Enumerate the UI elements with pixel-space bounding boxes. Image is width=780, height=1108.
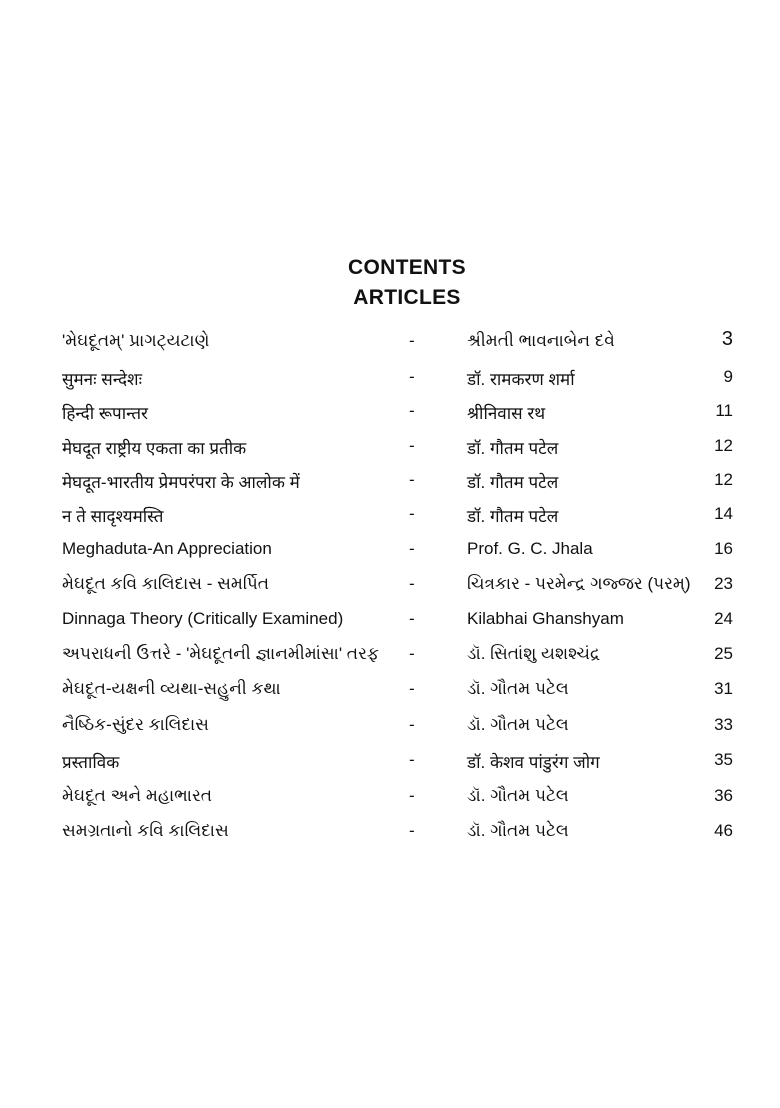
toc-entry (0, 367, 780, 397)
toc-entry (0, 715, 780, 745)
entry-title: हिन्दी रूपान्तर (62, 404, 148, 423)
entry-page-number: 46 (714, 821, 733, 840)
entry-page-number: 11 (715, 401, 733, 420)
entry-author: डॉ. गौतम पटेल (467, 439, 559, 458)
entry-page-number: 12 (714, 470, 733, 489)
contents-heading: CONTENTS (348, 256, 466, 279)
entry-separator: - (409, 504, 415, 523)
entry-separator: - (409, 470, 415, 489)
toc-entry (0, 821, 780, 851)
entry-separator: - (409, 786, 415, 805)
entry-title: Dinnaga Theory (Critically Examined) (62, 609, 344, 628)
entry-author: डॉ. केशव पांडुरंग जोग (467, 753, 600, 772)
toc-entry (0, 401, 780, 431)
toc-entry (0, 750, 780, 780)
entry-author: ડૉ. ગૌતમ પટેલ (467, 679, 569, 698)
entry-author: डॉ. रामकरण शर्मा (467, 370, 575, 389)
entry-title: मेघदूत-भारतीय प्रेमपरंपरा के आलोक में (62, 473, 300, 492)
entry-page-number: 12 (714, 436, 733, 455)
entry-author: ચિત્રકાર - પરમેન્દ્ર ગજ્જર (પરમ્) (467, 574, 691, 593)
entry-page-number: 35 (714, 750, 733, 769)
entry-separator: - (409, 331, 415, 350)
toc-entry (0, 574, 780, 604)
entry-title: सुमनः सन्देशः (62, 370, 143, 389)
entry-title: નૈષ્ઠિક-સુંદર કાલિદાસ (62, 715, 209, 734)
entry-separator: - (409, 401, 415, 420)
entry-page-number: 31 (714, 679, 733, 698)
entry-separator: - (409, 539, 415, 558)
entry-separator: - (409, 574, 415, 593)
toc-entry (0, 539, 780, 569)
entry-author: Prof. G. C. Jhala (467, 539, 593, 558)
entry-title: Meghaduta-An Appreciation (62, 539, 272, 558)
entry-page-number: 16 (714, 539, 733, 558)
entry-title: અપરાધની ઉત્તરે - 'મેઘદૂતની જ્ઞાનમીમાંસા' તરફ (62, 644, 379, 663)
entry-separator: - (409, 750, 415, 769)
entry-author: ડૉ. ગૌતમ પટેલ (467, 715, 569, 734)
toc-entry (0, 644, 780, 674)
entry-page-number: 23 (714, 574, 733, 593)
entry-title: प्रस्ताविक (62, 753, 120, 772)
entry-page-number: 36 (714, 786, 733, 805)
toc-entry (0, 679, 780, 709)
entry-author: ડૉ. ગૌતમ પટેલ (467, 821, 569, 840)
entry-separator: - (409, 609, 415, 628)
entry-author: ડૉ. સિતાંશુ યશશ્ચંદ્ર (467, 644, 600, 663)
entry-separator: - (409, 715, 415, 734)
entry-page-number: 14 (714, 504, 733, 523)
entry-title: 'મેઘદૂતમ્' પ્રાગટ્યટાણે (62, 331, 210, 350)
entry-separator: - (409, 436, 415, 455)
entry-author: डॉ. गौतम पटेल (467, 473, 559, 492)
entry-separator: - (409, 679, 415, 698)
toc-entry (0, 609, 780, 639)
entry-page-number: 33 (714, 715, 733, 734)
entry-page-number: 24 (714, 609, 733, 628)
toc-entry (0, 470, 780, 500)
entry-author: શ્રીમતી ભાવનાબેન દવે (467, 331, 615, 350)
articles-subheading: ARTICLES (353, 286, 461, 309)
entry-title: મેઘદૂત કવિ કાલિદાસ - સમર્પિત (62, 574, 270, 593)
toc-entry (0, 328, 780, 361)
toc-entry (0, 504, 780, 534)
entry-author: श्रीनिवास रथ (467, 404, 546, 423)
toc-entry (0, 786, 780, 816)
entry-page-number: 3 (721, 328, 733, 350)
entry-author: Kilabhai Ghanshyam (467, 609, 624, 628)
entry-title: સમગ્રતાનો કવિ કાલિદાસ (62, 821, 229, 840)
entry-separator: - (409, 367, 415, 386)
entry-title: મેઘદૂત અને મહાભારત (62, 786, 213, 805)
entry-author: ડૉ. ગૌતમ પટેલ (467, 786, 569, 805)
entry-page-number: 9 (723, 367, 733, 386)
entry-separator: - (409, 821, 415, 840)
entry-author: डॉ. गौतम पटेल (467, 507, 559, 526)
entry-page-number: 25 (714, 644, 733, 663)
entry-title: न ते सादृश्यमस्ति (62, 507, 164, 526)
entry-title: मेघदूत राष्ट्रीय एकता का प्रतीक (62, 439, 247, 458)
toc-entry (0, 436, 780, 466)
entry-separator: - (409, 644, 415, 663)
entry-title: મેઘદૂત-યક્ષની વ્યથા-સહુની કથા (62, 679, 281, 698)
